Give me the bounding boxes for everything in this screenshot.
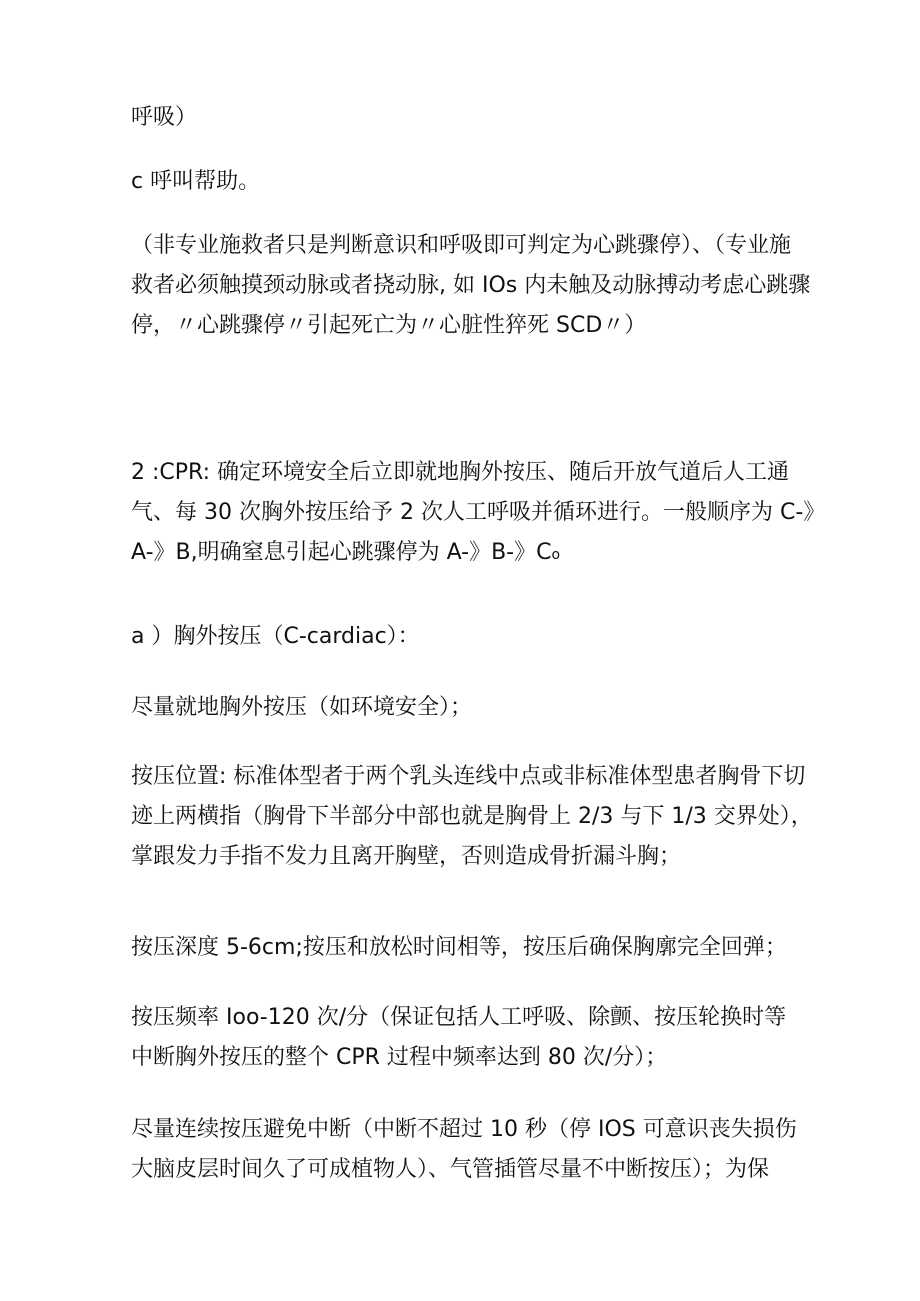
text-line: 大脑皮层时间久了可成植物人）、气管插管尽量不中断按压）；为保 xyxy=(131,1157,770,1182)
text-line: 按压位置: 标准体型者于两个乳头连线中点或非标准体型患者胸骨下切 xyxy=(131,764,806,789)
text-line: 尽量连续按压避免中断（中断不超过 10 秒（停 IOS 可意识丧失损伤 xyxy=(131,1117,797,1142)
paragraph-continuous-compression xyxy=(131,1110,821,1190)
paragraph-compress-on-site xyxy=(131,688,821,728)
text-line: 迹上两横指（胸骨下半部分中部也就是胸骨上 2/3 与下 1/3 交界处）， xyxy=(131,804,813,829)
text-line: 尽量就地胸外按压（如环境安全）； xyxy=(131,695,473,720)
paragraph-cpr-overview xyxy=(131,453,826,573)
text-line: a ）胸外按压（C-cardiac）： xyxy=(131,624,420,649)
paragraph-compression-depth xyxy=(131,928,821,968)
paragraph-chest-compression-heading xyxy=(131,617,821,657)
paragraph-breathing-continued xyxy=(131,98,821,138)
text-line: （非专业施救者只是判断意识和呼吸即可判定为心跳骤停）、（专业施 xyxy=(131,233,792,258)
text-line: 2 :CPR: 确定环境安全后立即就地胸外按压、随后开放气道后人工通 xyxy=(131,460,790,485)
paragraph-cardiac-arrest-criteria xyxy=(131,226,821,346)
text-line: 中断胸外按压的整个 CPR 过程中频率达到 80 次/分）； xyxy=(131,1045,668,1070)
text-line: c 呼叫帮助。 xyxy=(131,169,261,194)
text-line-body: A-》B,明确窒息引起心跳骤停为 A-》B-》C xyxy=(131,540,552,565)
paragraph-compression-rate xyxy=(131,998,821,1078)
text-line xyxy=(131,533,821,573)
text-line: 呼吸） xyxy=(131,105,198,130)
text-line: 掌跟发力手指不发力且离开胸壁，否则造成骨折漏斗胸； xyxy=(131,844,682,869)
paragraph-compression-position xyxy=(131,757,821,877)
trailing-mark: o xyxy=(551,547,561,563)
text-line: 气、每 30 次胸外按压给予 2 次人工呼吸并循环进行。一般顺序为 C-》 xyxy=(131,500,826,525)
paragraph-call-for-help xyxy=(131,162,821,202)
text-line: 按压频率 Ioo-120 次/分（保证包括人工呼吸、除颤、按压轮换时等 xyxy=(131,1005,787,1030)
text-line: 救者必须触摸颈动脉或者挠动脉, 如 IOs 内未触及动脉搏动考虑心跳骤 xyxy=(131,273,811,298)
text-line: 按压深度 5-6cm;按压和放松时间相等，按压后确保胸廓完全回弹； xyxy=(131,935,787,960)
text-line: 停，〃心跳骤停〃引起死亡为〃心脏性猝死 SCD〃） xyxy=(131,313,647,338)
